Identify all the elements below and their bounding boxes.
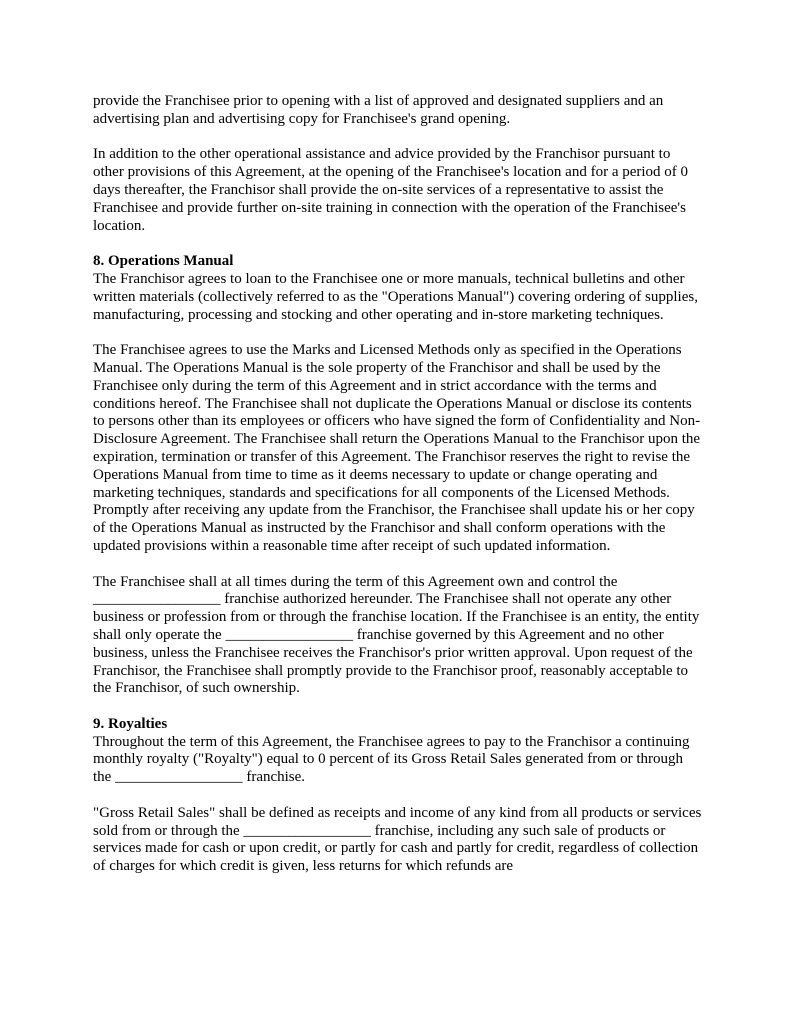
section-heading-operations-manual: 8. Operations Manual bbox=[93, 253, 234, 270]
paragraph-gross-retail-sales: "Gross Retail Sales" shall be defined as receipts and income of any kind from all products or services sold from or through the _________________ franchise, including any such sale of products or services made for cash or upon credit, or partly for cash and partly for credit, regardless of collection of charges for which credit is given, less returns for which refunds are bbox=[93, 804, 702, 875]
section-heading-royalties: 9. Royalties bbox=[93, 715, 168, 732]
paragraph-royalty: Throughout the term of this Agreement, the Franchisee agrees to pay to the Franchisor a continuing monthly royalty ("Royalty") equal to 0 percent of its Gross Retail Sales generated from or through the _________________ franchise. bbox=[93, 733, 690, 786]
document-page bbox=[93, 93, 703, 894]
paragraph-ownership: The Franchisee shall at all times during the term of this Agreement own and control the _________________ franchise authorized hereunder. The Franchisee shall not operate any other business or profession from or through the franchise location. If the Franchisee is an entity, the entity shall only operate the _________________ franchise governed by this Agreement and no other business, unless the Franchisee receives the Franchisor's prior written approval. Upon request of the Franchisor, the Franchisee shall promptly provide to the Franchisor proof, reasonably acceptable to the Franchisor, of such ownership. bbox=[93, 573, 700, 697]
paragraph-operational-assistance: In addition to the other operational assistance and advice provided by the Franchisor pursuant to other provisions of this Agreement, at the opening of the Franchisee's location and for a period of 0 days thereafter, the Franchisor shall provide the on-site services of a representative to assist the Franchisee and provide further on-site training in connection with the operation of the Franchisee's location. bbox=[93, 146, 689, 234]
paragraph-manual-use: The Franchisee agrees to use the Marks and Licensed Methods only as specified in the Operations Manual. The Operations Manual is the sole property of the Franchisor and shall be used by the Franchisee only during the term of this Agreement and in strict accordance with the terms and conditions hereof. The Franchisee shall not duplicate the Operations Manual or disclose its contents to persons other than its employees or officers who have signed the form of Confidentiality and Non-Disclosure Agreement. The Franchisee shall return the Operations Manual to the Franchisor upon the expiration, termination or transfer of this Agreement. The Franchisor reserves the right to revise the Operations Manual from time to time as it deems necessary to update or change operating and marketing techniques, standards and specifications for all components of the Licensed Methods. Promptly after receiving any update from the Franchisor, the Franchisee shall update his or her copy of the Operations Manual as instructed by the Franchisor and shall conform operations with the updated provisions within a reasonable time after receipt of such updated information. bbox=[93, 342, 701, 554]
paragraph-suppliers: provide the Franchisee prior to opening with a list of approved and designated suppliers and an advertising plan and advertising copy for Franchisee's grand opening. bbox=[93, 93, 664, 127]
paragraph-manual-loan: The Franchisor agrees to loan to the Franchisee one or more manuals, technical bulletins and other written materials (collectively referred to as the "Operations Manual") covering ordering of supplies, manufacturing, processing and stocking and other operating and in-store marketing techniques. bbox=[93, 270, 698, 323]
